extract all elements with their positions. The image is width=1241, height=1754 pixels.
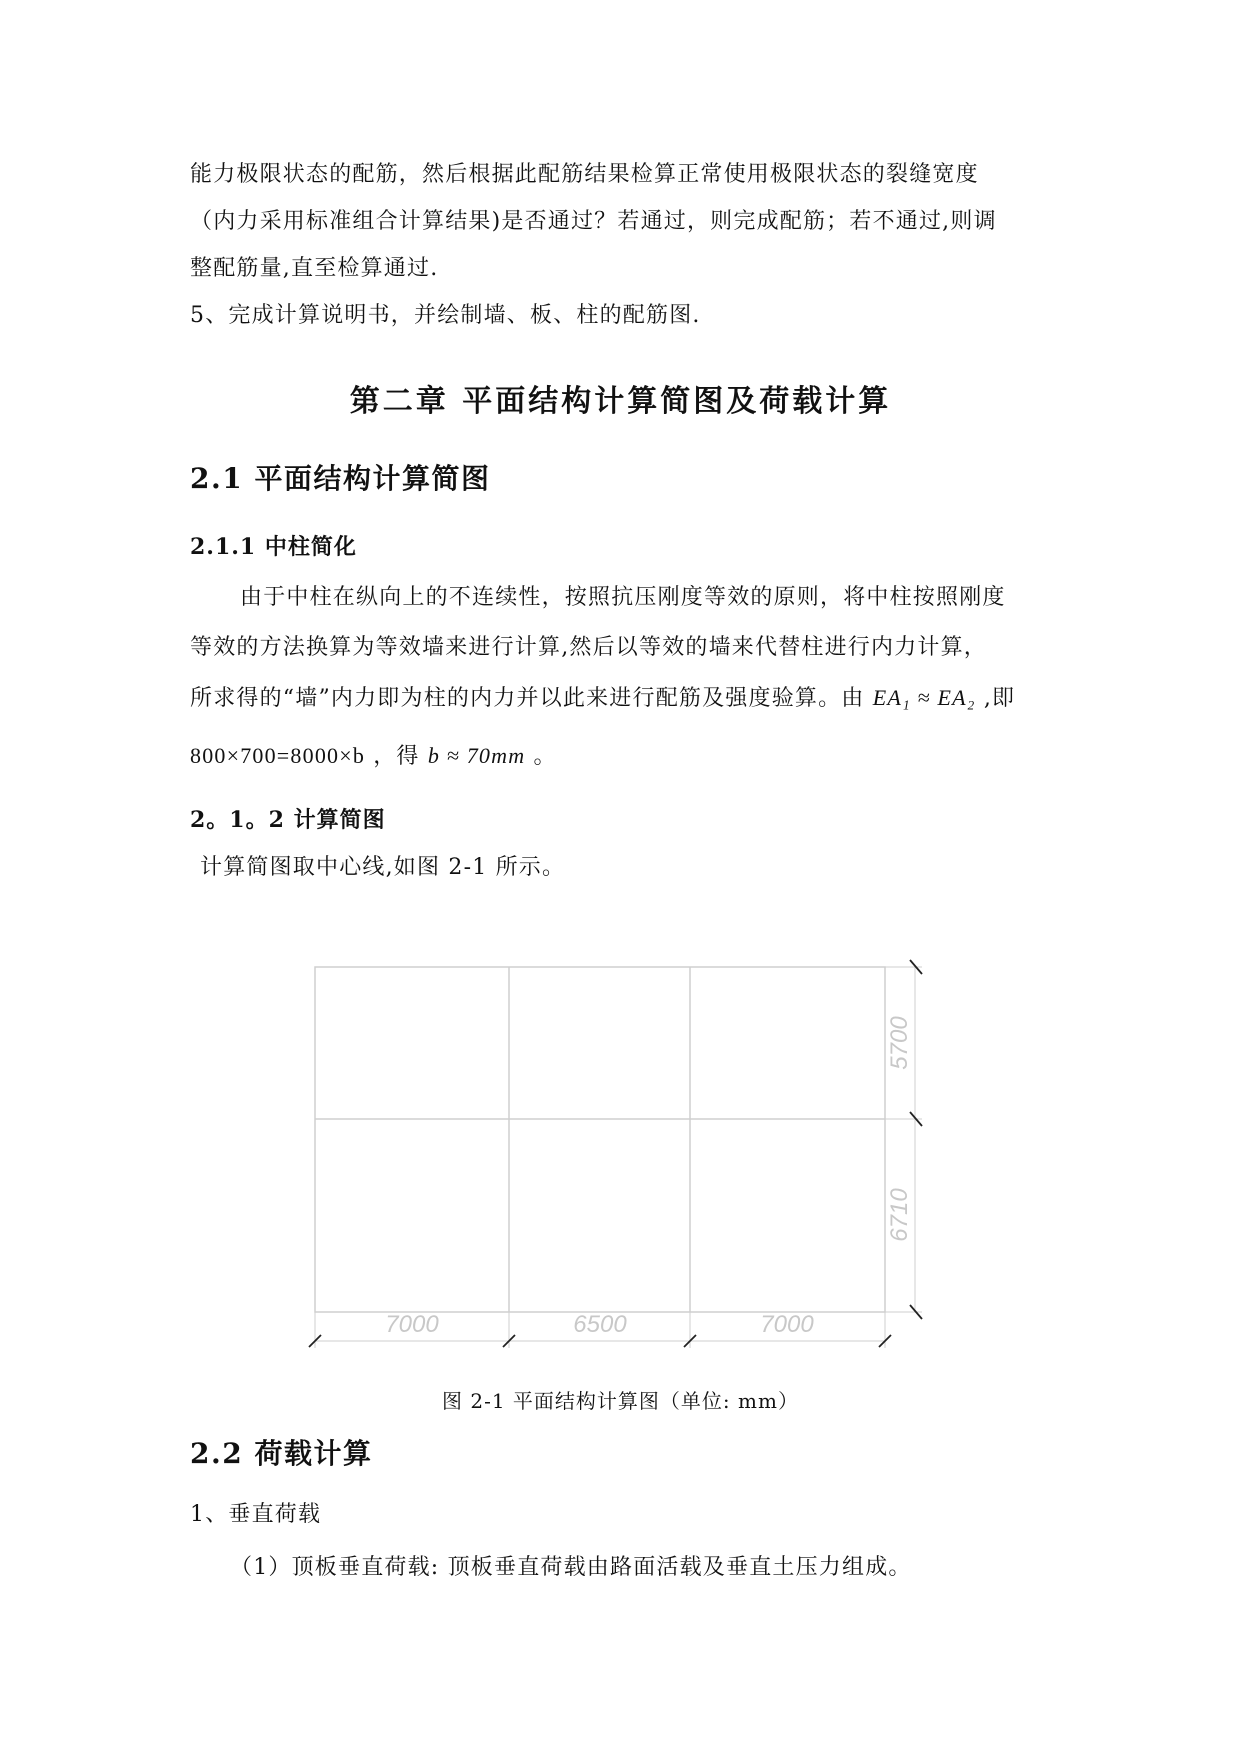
figure-caption: 图 2-1 平面结构计算图（单位: mm） [442, 1389, 799, 1413]
formula-ea: EA₁ ≈ EA₂ [872, 685, 976, 710]
intro-line-1: 能力极限状态的配筋，然后根据此配筋结果检算正常使用极限状态的裂缝宽度 [190, 162, 979, 187]
para-2-1-1-line-2: 等效的方法换算为等效墙来进行计算,然后以等效的墙来代替柱进行内力计算， [190, 635, 987, 660]
section-2-2-title: 2.2 荷载计算 [190, 1437, 373, 1470]
width-label-1: 7000 [385, 1311, 439, 1338]
intro-item-5: 5、完成计算说明书，并绘制墙、板、柱的配筋图. [190, 303, 701, 328]
para-end: ,即 [983, 686, 1016, 711]
intro-line-2: （内力采用标准组合计算结果)是否通过？若通过，则完成配筋；若不通过,则调 [190, 209, 997, 234]
width-label-3: 7000 [760, 1311, 814, 1338]
para-2-1-1-line-1: 由于中柱在纵向上的不连续性，按照抗压刚度等效的原则，将中柱按照刚度 [240, 585, 1006, 610]
item-1-1-roof-load: （1）顶板垂直荷载: 顶板垂直荷载由路面活载及垂直土压力组成。 [230, 1555, 912, 1580]
formula-area: 800×700=8000×b [190, 743, 366, 768]
subsection-2-1-2-title: 2。1。2 计算简图 [190, 807, 386, 833]
intro-line-3: 整配筋量,直至检算通过. [190, 256, 439, 281]
item-1-vertical-load: 1、垂直荷载 [190, 1502, 322, 1527]
height-label-2: 6710 [886, 1188, 913, 1242]
structure-diagram [300, 950, 950, 1350]
section-2-1-title: 2.1 平面结构计算简图 [190, 462, 491, 495]
para-text: ，得 [373, 744, 420, 769]
width-label-2: 6500 [573, 1311, 627, 1338]
para-2-1-1-line-4 [190, 741, 557, 772]
height-label-1: 5700 [886, 1016, 913, 1070]
para-2-1-1-line-3 [190, 683, 1015, 714]
para-text: 所求得的“墙”内力即为柱的内力并以此来进行配筋及强度验算。由 [190, 686, 865, 711]
frame-outline [315, 967, 885, 1312]
subsection-2-1-1-title: 2.1.1 中柱简化 [190, 534, 357, 560]
para-2-1-2: 计算简图取中心线,如图 2-1 所示。 [200, 855, 566, 880]
chapter-title: 第二章 平面结构计算简图及荷载计算 [349, 384, 892, 419]
para-end: 。 [533, 744, 557, 769]
formula-result: b ≈ 70mm [427, 743, 526, 768]
